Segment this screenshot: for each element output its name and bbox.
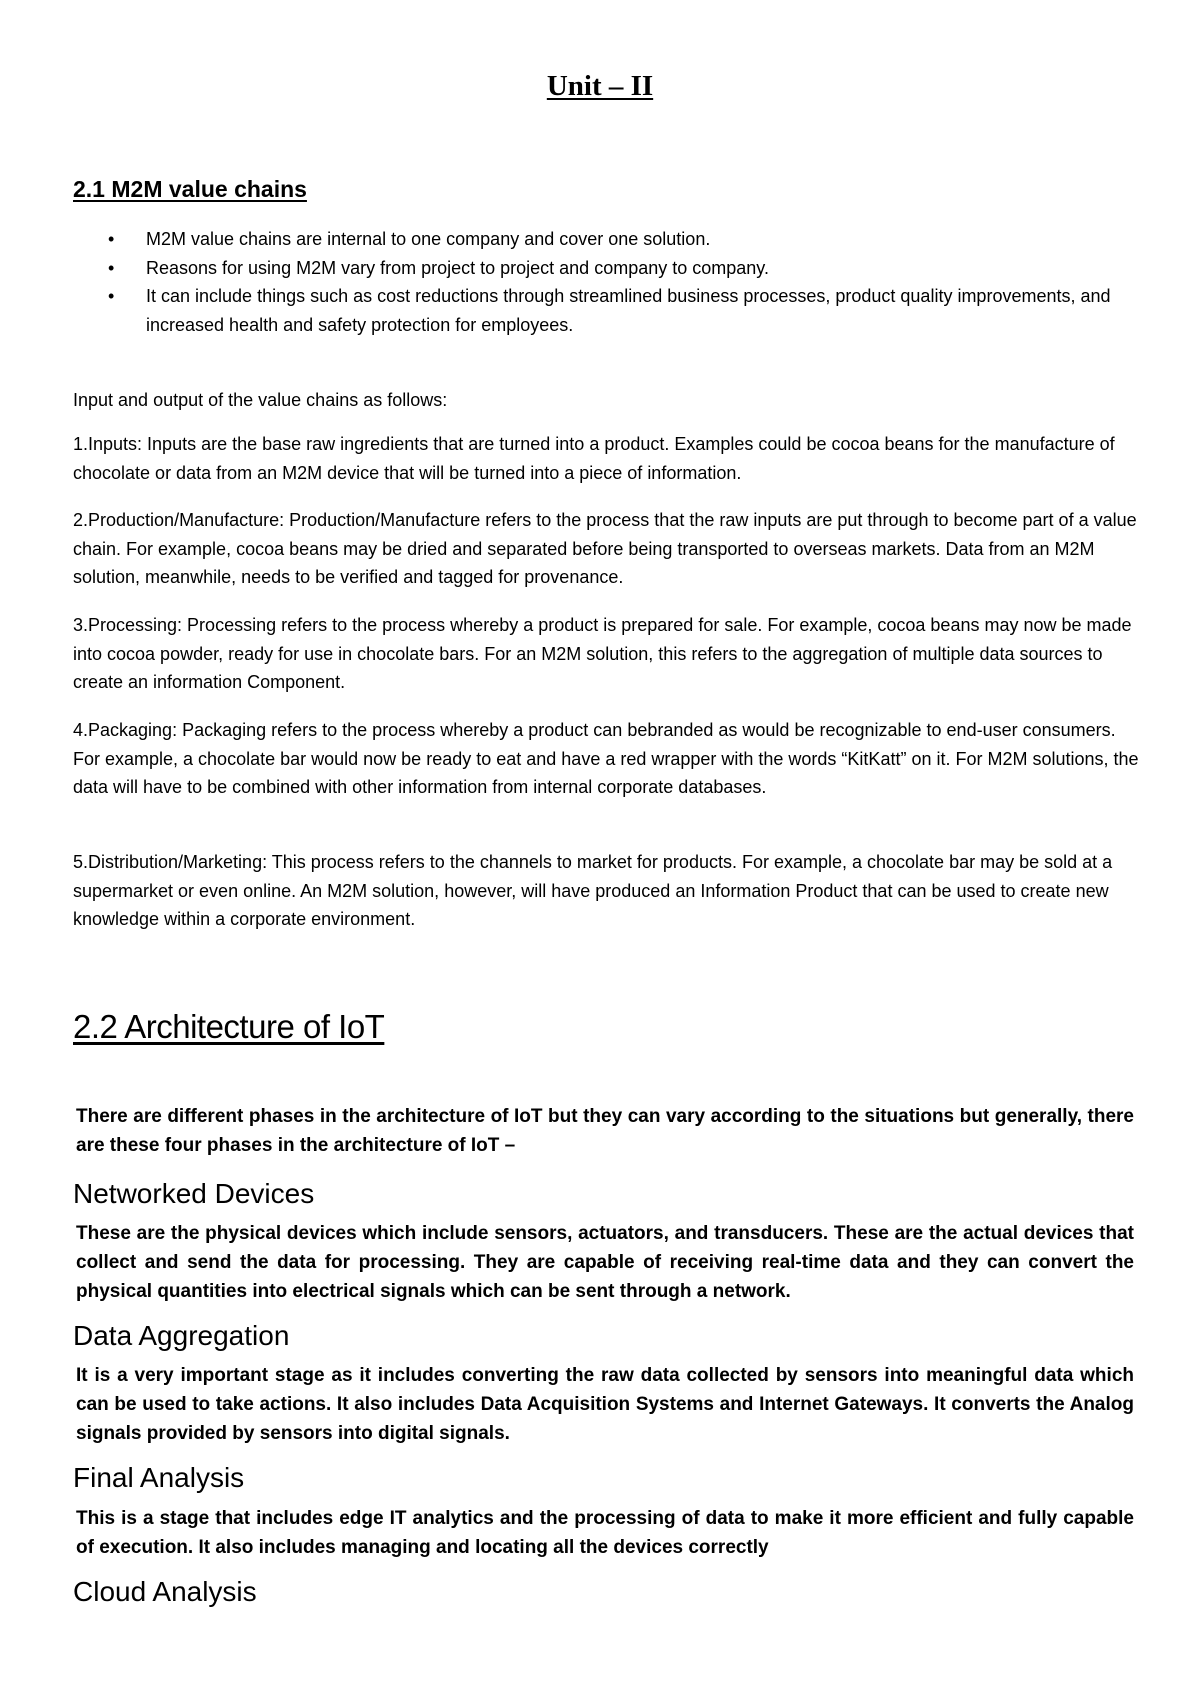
bullet-text: Reasons for using M2M vary from project to project and company to company.: [146, 257, 769, 278]
bullet-text: M2M value chains are internal to one company and cover one solution.: [146, 229, 711, 249]
bullet-item: [73, 225, 1133, 254]
bullet-icon: •: [108, 286, 115, 306]
bullet-text: It can include things such as cost reductions through streamlined business processes, product quality improvements, and increased health and safety protection for employees.: [146, 286, 1111, 335]
phase-text-final-analysis: This is a stage that includes edge IT analytics and the processing of data to make it more efficient and fully capable of execution. It also includes managing and locating all the devices correctly: [76, 1508, 1134, 1558]
bullet-icon: •: [108, 229, 115, 249]
phase-title-data-aggregation: Data Aggregation: [73, 1320, 290, 1351]
unit-title: Unit – II: [546, 70, 654, 102]
section-heading-architecture-of-iot: 2.2 Architecture of IoT: [73, 1008, 385, 1045]
value-chain-intro: Input and output of the value chains as follows:: [73, 390, 448, 410]
m2m-bullet-list: [73, 225, 1133, 339]
phase-title-final-analysis: Final Analysis: [73, 1462, 245, 1493]
bullet-item: [73, 254, 1133, 283]
value-chain-item-distribution: 5.Distribution/Marketing: This process refers to the channels to market for products. For example, a chocolate bar may be sold at a supermarket or even online. An M2M solution, however, will have produced an Information Product that can be used to create new knowledge within a corporate environment.: [73, 852, 1113, 929]
value-chain-item-inputs: 1.Inputs: Inputs are the base raw ingredients that are turned into a product. Examples could be cocoa beans for the manufacture of chocolate or data from an M2M device that will be turned into a piece of information.: [73, 434, 1115, 483]
bullet-item: [73, 282, 1133, 339]
phase-title-cloud-analysis: Cloud Analysis: [73, 1576, 257, 1607]
phase-title-networked-devices: Networked Devices: [73, 1178, 315, 1209]
value-chain-item-packaging: 4.Packaging: Packaging refers to the process whereby a product can bebranded as would be recognizable to end-user consumers. For example, a chocolate bar would now be ready to eat and have a red wrapper with the words “KitKatt” on it. For M2M solutions, the data will have to be combined with other information from internal corporate databases.: [73, 720, 1139, 797]
bullet-icon: •: [108, 257, 115, 278]
section-heading-m2m-value-chains: 2.1 M2M value chains: [73, 176, 307, 202]
architecture-intro: There are different phases in the architecture of IoT but they can vary according to the situations but generally, there are these four phases in the architecture of IoT –: [76, 1106, 1134, 1156]
phase-text-networked-devices: These are the physical devices which include sensors, actuators, and transducers. These are the actual devices that collect and send the data for processing. They are capable of receiving real-time data and they can convert the physical quantities into electrical signals which can be sent through a network.: [76, 1223, 1134, 1302]
phase-text-data-aggregation: It is a very important stage as it includes converting the raw data collected by sensors into meaningful data which can be used to take actions. It also includes Data Acquisition Systems and Internet Gateways. It converts the Analog signals provided by sensors into digital signals.: [76, 1365, 1134, 1444]
value-chain-item-processing: 3.Processing: Processing refers to the process whereby a product is prepared for sale. For example, cocoa beans may now be made into cocoa powder, ready for use in chocolate bars. For an M2M solution, this refers to the aggregation of multiple data sources to create an information Component.: [73, 615, 1132, 692]
value-chain-item-production: 2.Production/Manufacture: Production/Manufacture refers to the process that the raw inputs are put through to become part of a value chain. For example, cocoa beans may be dried and separated before being transported to overseas markets. Data from an M2M solution, meanwhile, needs to be verified and tagged for provenance.: [73, 510, 1137, 587]
